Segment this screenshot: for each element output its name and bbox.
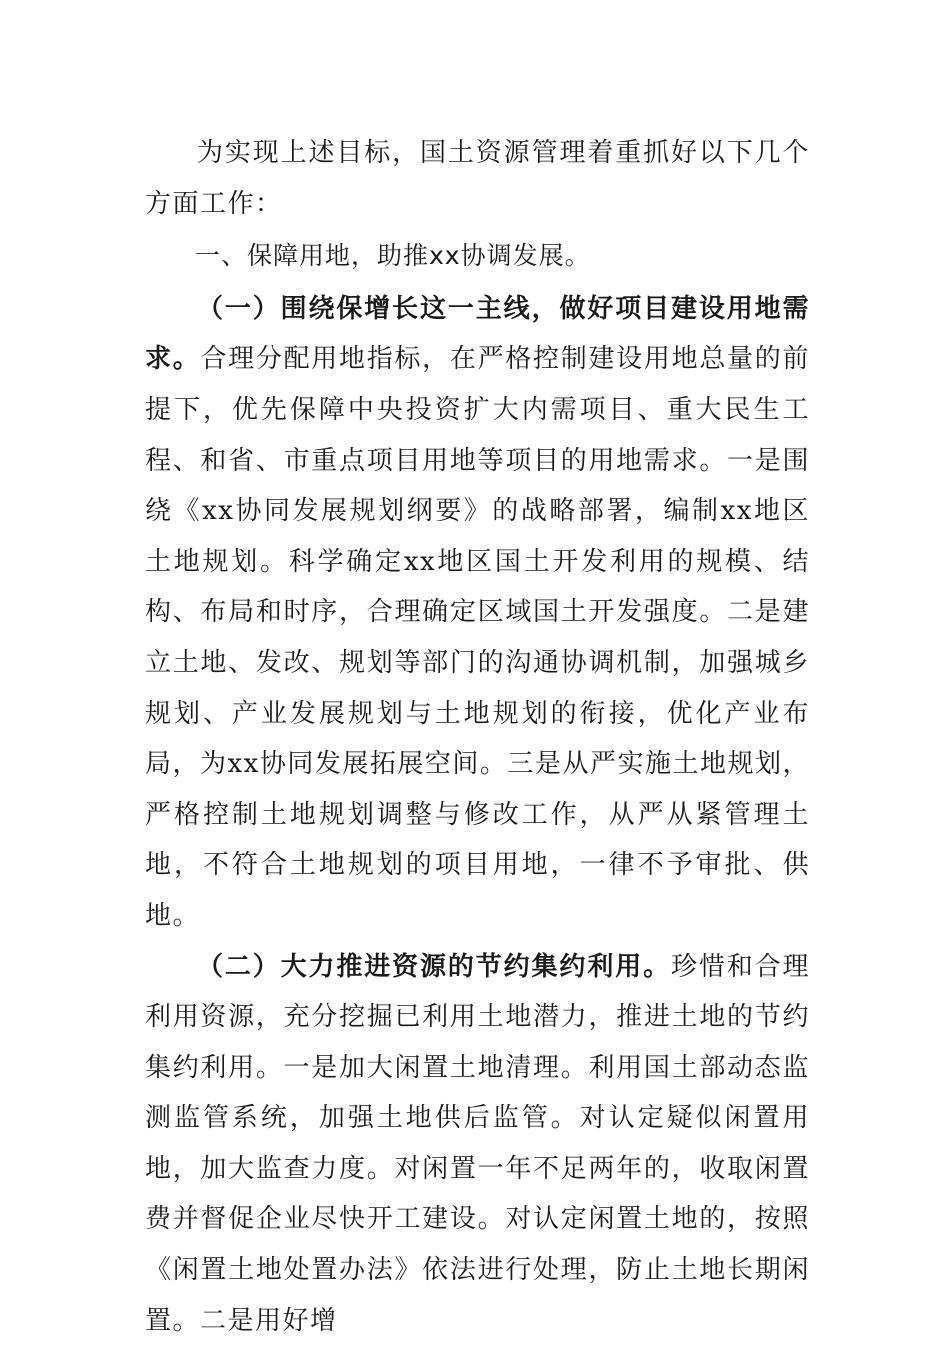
subsection-two-paragraph <box>145 942 810 1346</box>
section-one-heading: 一、保障用地，助推xx协调发展。 <box>145 231 810 282</box>
subsection-two-heading: （二）大力推进资源的节约集约利用。 <box>197 952 671 982</box>
subsection-one-body: 合理分配用地指标，在严格控制建设用地总量的前提下，优先保障中央投资扩大内需项目、重大民生工程、和省、市重点项目用地等项目的用地需求。一是围绕《xx协同发展规划纲要》的战略部署，编制xx地区土地规划。科学确定xx地区国土开发利用的规模、结构、布局和时序，合理确定区域国土开发强度。二是建立土地、发改、规划等部门的沟通协调机制，加强城乡规划、产业发展规划与土地规划的衔接，优化产业布局，为xx协同发展拓展空间。三是从严实施土地规划，严格控制土地规划调整与修改工作，从严从紧管理土地，不符合土地规划的项目用地，一律不予审批、供地。 <box>145 344 810 931</box>
subsection-two-body: 珍惜和合理利用资源，充分挖掘已利用土地潜力，推进土地的节约集约利用。一是加大闲置土地清理。利用国土部动态监测监管系统，加强土地供后监管。对认定疑似闲置用地，加大监查力度。对闲置一年不足两年的，收取闲置费并督促企业尽快开工建设。对认定闲置土地的，按照《闲置土地处置办法》依法进行处理，防止土地长期闲置。二是用好增 <box>145 952 810 1336</box>
intro-paragraph: 为实现上述目标，国土资源管理着重抓好以下几个方面工作： <box>145 128 810 229</box>
document-body <box>145 128 810 1346</box>
subsection-one-paragraph <box>145 284 810 942</box>
subsection-one-heading: （一）围绕保增长这一主线，做好项目建设用地需求。 <box>145 294 810 375</box>
